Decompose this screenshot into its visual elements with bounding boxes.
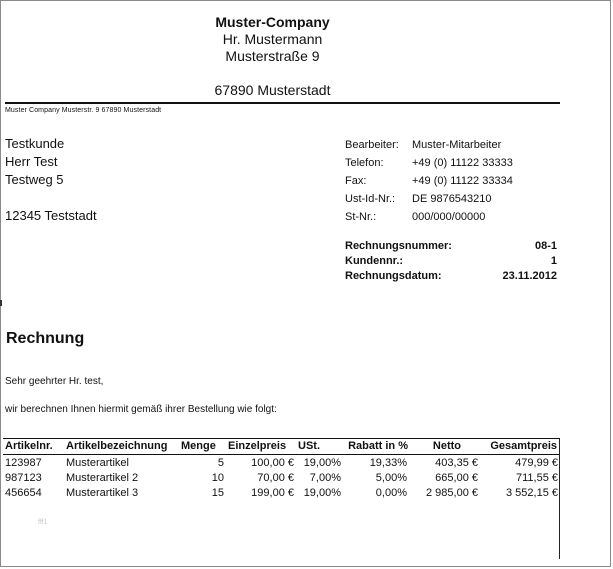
invoice-meta-value: 08-1 xyxy=(534,240,557,252)
info-label: Fax: xyxy=(345,175,367,187)
info-label: St-Nr.: xyxy=(345,211,377,223)
recipient-city: 12345 Teststadt xyxy=(5,208,97,223)
info-value: DE 9876543210 xyxy=(412,193,492,205)
invoice-meta-label: Rechnungsnummer: xyxy=(345,240,452,252)
info-row xyxy=(345,172,513,190)
table-top-rule xyxy=(3,438,560,439)
table-cell: 19,00% xyxy=(303,487,341,499)
col-header-netto: Netto xyxy=(432,440,461,452)
table-cell: 100,00 € xyxy=(251,457,294,469)
table-cell: 711,55 € xyxy=(515,472,558,484)
recipient-street: Testweg 5 xyxy=(5,172,64,187)
table-cell: 2 985,00 € xyxy=(426,487,478,499)
company-name: Muster-Company xyxy=(215,14,330,30)
company-street: Musterstraße 9 xyxy=(225,48,320,64)
table-cell: 199,00 € xyxy=(251,487,294,499)
col-header-bezeichnung: Artikelbezeichnung xyxy=(66,440,168,452)
intro-text: wir berechnen Ihnen hiermit gemäß ihrer Bestellung wie folgt: xyxy=(5,404,277,415)
col-header-ust: USt. xyxy=(298,440,320,452)
faint-text: fff1 xyxy=(38,519,48,526)
invoice-meta-row xyxy=(345,239,557,254)
invoice-meta-row xyxy=(345,254,557,269)
contact-info xyxy=(345,136,513,226)
edge-mark xyxy=(0,300,2,306)
recipient-address xyxy=(5,135,97,225)
info-value: 000/000/00000 xyxy=(412,211,486,223)
table-cell: 19,00% xyxy=(303,457,341,469)
info-label: Telefon: xyxy=(345,157,384,169)
table-cell: 456654 xyxy=(5,487,42,499)
invoice-meta-label: Kundennr.: xyxy=(345,255,404,267)
info-row xyxy=(345,208,513,226)
table-cell: 479,99 € xyxy=(515,457,558,469)
col-header-artikelnr: Artikelnr. xyxy=(5,440,53,452)
company-header xyxy=(0,14,545,99)
company-contact: Hr. Mustermann xyxy=(222,31,323,47)
table-cell: 7,00% xyxy=(309,472,341,484)
table-cell: 15 xyxy=(211,487,224,499)
table-right-border xyxy=(559,438,560,559)
table-cell: 0,00% xyxy=(375,487,407,499)
info-row xyxy=(345,136,513,154)
recipient-name: Testkunde xyxy=(5,136,65,151)
table-cell: Musterartikel 2 xyxy=(66,472,139,484)
col-header-einzelpreis: Einzelpreis xyxy=(228,440,287,452)
header-divider xyxy=(5,102,560,104)
info-row xyxy=(345,154,513,172)
table-cell: 3 552,15 € xyxy=(506,487,558,499)
info-value: Muster-Mitarbeiter xyxy=(412,139,502,151)
table-cell: 70,00 € xyxy=(257,472,294,484)
table-cell: Musterartikel 3 xyxy=(66,487,139,499)
table-header-rule xyxy=(3,454,560,455)
table-cell: 123987 xyxy=(5,457,42,469)
col-header-gesamtpreis: Gesamtpreis xyxy=(490,440,557,452)
table-cell: 19,33% xyxy=(369,457,407,469)
table-cell: 5 xyxy=(217,457,224,469)
company-city: 67890 Musterstadt xyxy=(214,82,331,98)
invoice-meta-row xyxy=(345,269,557,284)
col-header-rabatt: Rabatt in % xyxy=(348,440,408,452)
table-cell: 987123 xyxy=(5,472,42,484)
info-value: +49 (0) 11122 33333 xyxy=(412,157,513,169)
table-cell: 403,35 € xyxy=(435,457,478,469)
table-cell: 5,00% xyxy=(375,472,407,484)
table-cell: 665,00 € xyxy=(435,472,478,484)
invoice-meta-value: 23.11.2012 xyxy=(502,270,557,282)
table-cell: 10 xyxy=(211,472,224,484)
document-title: Rechnung xyxy=(6,330,85,347)
greeting-text: Sehr geehrter Hr. test, xyxy=(5,376,104,387)
sender-line: Muster Company Musterstr. 9 67890 Musterstadt xyxy=(5,107,162,114)
invoice-meta-value: 1 xyxy=(550,255,557,267)
info-row xyxy=(345,190,513,208)
info-value: +49 (0) 11122 33334 xyxy=(412,175,513,187)
info-label: Ust-Id-Nr.: xyxy=(345,193,396,205)
col-header-menge: Menge xyxy=(181,440,216,452)
table-cell: Musterartikel xyxy=(66,457,129,469)
recipient-salutation: Herr Test xyxy=(5,154,58,169)
invoice-meta xyxy=(345,239,557,284)
invoice-meta-label: Rechnungsdatum: xyxy=(345,270,442,282)
info-label: Bearbeiter: xyxy=(345,139,399,151)
